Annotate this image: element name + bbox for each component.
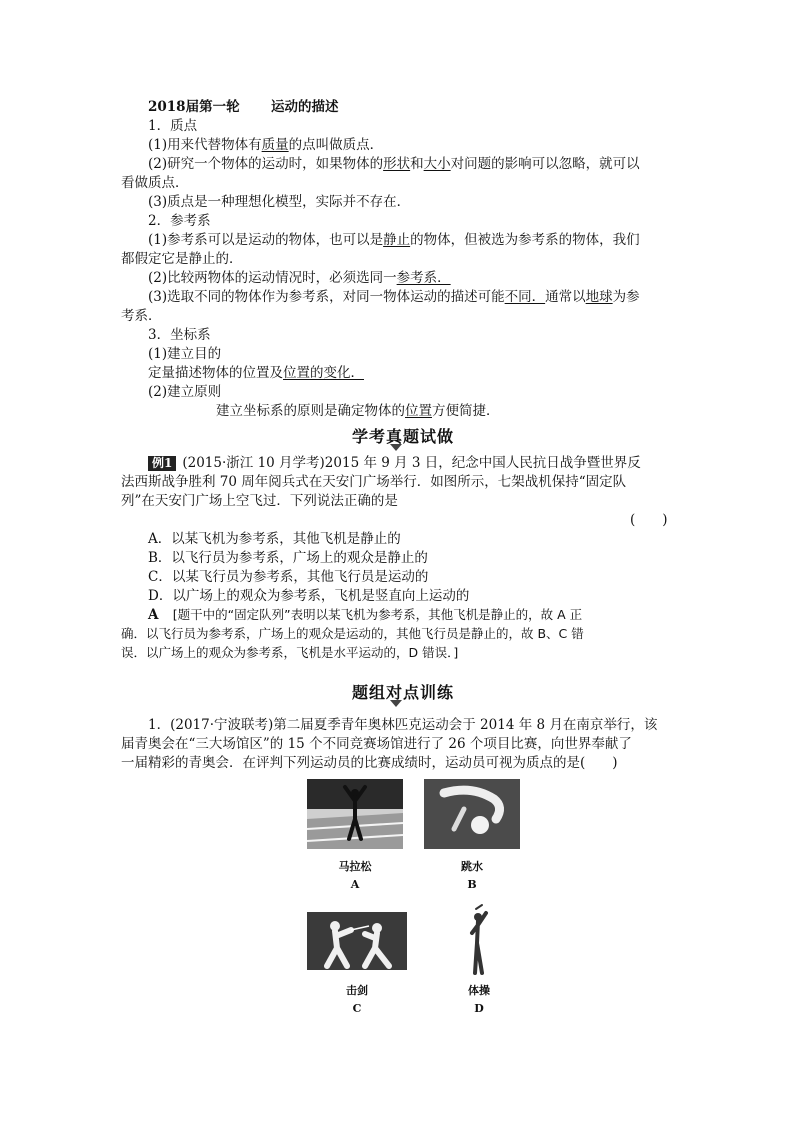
answer-line-2: 确．以飞行员为参考系，广场上的观众是运动的，其他飞行员是静止的，故 B、C 错 [121,626,584,641]
figure-letter: B [467,878,477,891]
fencing-photo [307,912,407,970]
s2-p3: (3)选取不同的物体作为参考系，对同一物体运动的描述可能不同．通常以地球为参 [148,289,640,305]
example-line-2: 法西斯战争胜利 70 周年阅兵式在天安门广场举行．如图所示，七架战机保持“固定队 [121,474,627,490]
question-line-3: 一届精彩的青奥会．在评判下列运动员的比赛成绩时，运动员可视为质点的是( ) [121,755,618,771]
figure-letter: C [352,1002,362,1015]
option-c: C．以某飞行员为参考系，其他飞行员是运动的 [148,569,429,585]
s1-p3: (3)质点是一种理想化模型，实际并不存在． [148,194,411,210]
s2-p1: (1)参考系可以是运动的物体，也可以是静止的物体，但被选为参考系的物体，我们 [148,232,640,248]
figure-caption: 体操 [468,984,490,997]
question-line-1: 1．(2017·宁波联考)第二届夏季青年奥林匹克运动会于 2014 年 8 月在南京举行，该 [148,717,658,733]
answer-line-3: 误．以广场上的观众为参考系，飞机是水平运动的，D 错误．] [121,645,459,660]
question-line-2: 届青奥会在“三大场馆区”的 15 个不同竞赛场馆进行了 26 个项目比赛，向世界奉献了 [121,736,632,752]
blank-answer: 地球 [585,289,613,305]
figure-letter: D [474,1002,484,1015]
section-3-heading: 3．坐标系 [148,327,211,343]
s3-p1: (1)建立目的 [148,346,222,362]
banner-arrow-icon [390,444,402,451]
marathon-photo [307,779,403,849]
blank-answer: 形状 [383,156,411,172]
example-tag: 例1 [148,456,176,471]
section-banner: 学考真题试做 [352,427,455,446]
example-line-1: 例1 (2015·浙江 10 月学考)2015 年 9 月 3 日，纪念中国人民抗日战争暨世界反 [148,454,641,472]
answer-bracket: ( ) [630,512,668,528]
s2-p3-cont: 考系． [121,308,162,324]
section-banner: 题组对点训练 [352,683,455,702]
figure-caption: 马拉松 [338,860,372,873]
banner-arrow-icon [390,700,402,707]
blank-answer: 大小 [423,156,451,172]
doc-header [148,98,338,116]
figure-letter: A [350,878,360,891]
gymnastics-photo [462,903,496,975]
answer-line-1: A [题干中的“固定队列”表明以某飞机为参考系，其他飞机是静止的，故 A 正 [148,607,583,623]
blank-answer: 位置的变化． [283,365,364,381]
blank-answer: 不同． [504,289,546,305]
s1-p1: (1)用来代替物体有质量的点叫做质点． [148,137,384,153]
s3-p1-cont: 定量描述物体的位置及位置的变化． [148,365,364,381]
example-line-3: 列”在天安门广场上空飞过．下列说法正确的是 [121,493,398,509]
doc-title: 2018届第一轮 [148,99,240,115]
option-b: B．以飞行员为参考系，广场上的观众是静止的 [148,550,428,566]
s2-p1-cont: 都假定它是静止的． [121,251,243,267]
figure-caption: 跳水 [461,860,483,873]
s2-p2: (2)比较两物体的运动情况时，必须选同一参考系． [148,270,451,286]
section-1-heading: 1．质点 [148,118,198,134]
option-a: A．以某飞机为参考系，其他飞机是静止的 [148,531,401,547]
answer-letter: A [148,607,159,623]
s3-p2-cont: 建立坐标系的原则是确定物体的位置方便简捷． [216,403,500,419]
figure-caption: 击剑 [346,984,368,997]
s1-p2-cont: 看做质点． [121,175,189,191]
blank-answer: 位置 [405,403,432,419]
section-2-heading: 2．参考系 [148,213,211,229]
blank-answer: 参考系． [396,270,451,286]
doc-subtitle: 运动的描述 [270,99,339,115]
option-d: D．以广场上的观众为参考系，飞机是竖直向上运动的 [148,588,470,604]
blank-answer: 静止 [383,232,411,248]
s1-p2: (2)研究一个物体的运动时，如果物体的形状和大小对问题的影响可以忽略，就可以 [148,156,640,172]
blank-answer: 质量 [261,137,289,153]
diving-photo [424,779,520,849]
s3-p2: (2)建立原则 [148,384,222,400]
